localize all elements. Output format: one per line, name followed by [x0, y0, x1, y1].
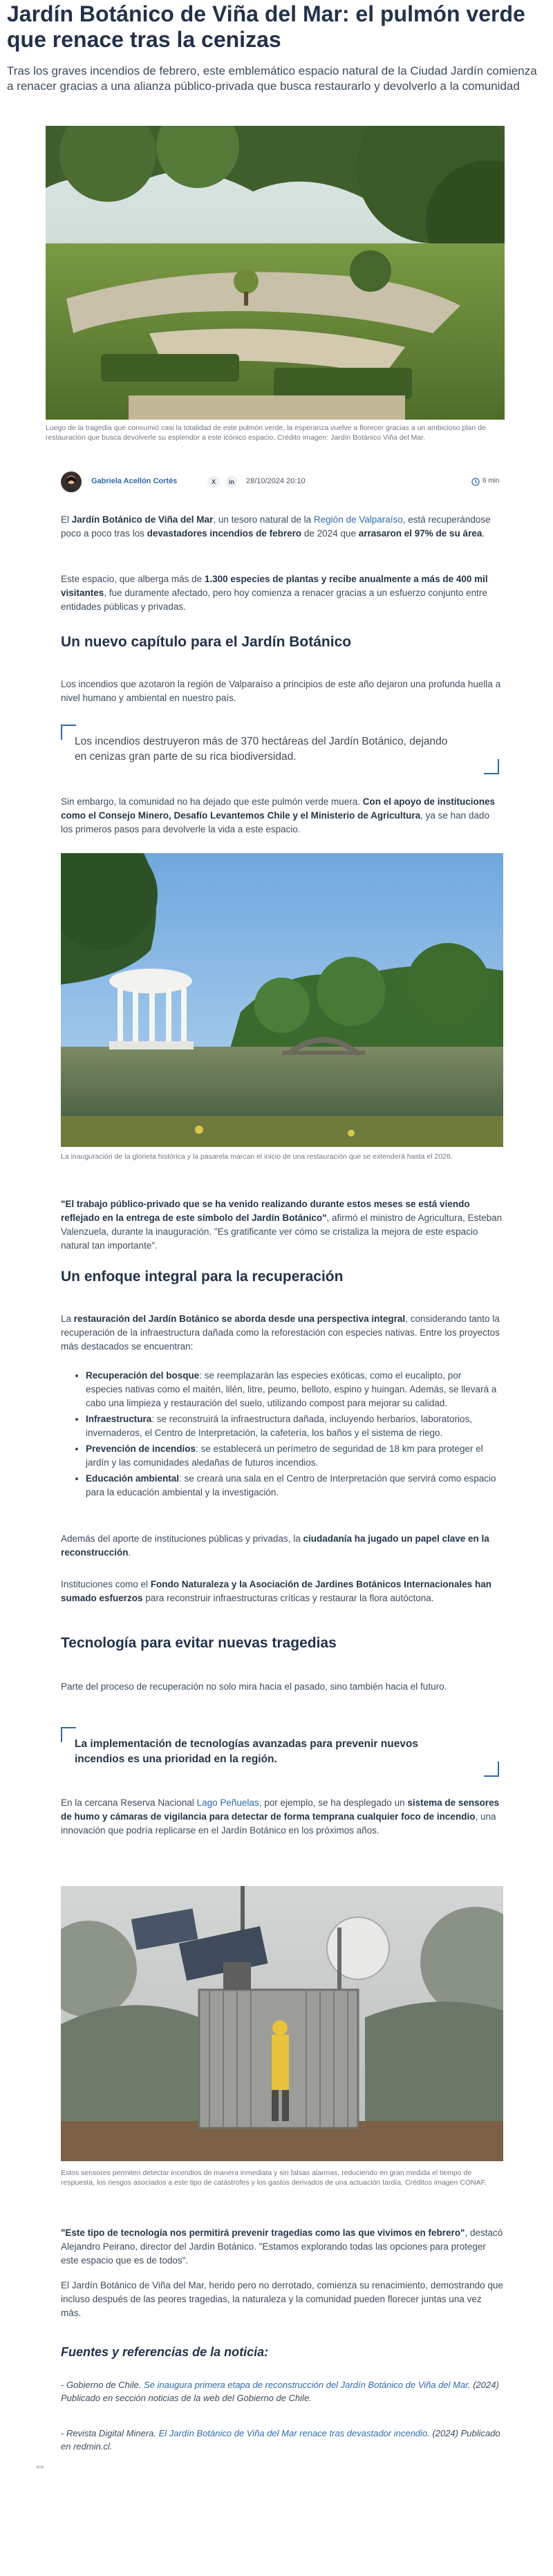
x-icon[interactable]: X	[207, 476, 220, 488]
byline	[61, 470, 503, 494]
quote-bracket-left	[61, 1727, 76, 1742]
section2-paragraph-2: Además del aporte de instituciones públicas y privadas, la ciudadanía ha jugado un papel clave en la reconstrucción.	[61, 1533, 489, 1558]
glorieta-photo-caption: La inauguración de la glorieta histórica y la pasarela marcan el inicio de una restauración que se extenderá hasta el 2026.	[61, 1152, 453, 1161]
section3-paragraph-4: El Jardín Botánico de Viña del Mar, herido pero no derrotado, comienza su renacimiento, demostrando que incluso después de las peores tragedias, la naturaleza y la comunidad pueden florecer juntas una vez más.	[61, 2280, 503, 2318]
clock-icon	[471, 477, 480, 485]
restoration-project-list	[73, 1369, 500, 1502]
section1-paragraph-1: Los incendios que azotaron la región de Valparaíso a principios de este año dejaron una profunda huella a nivel humano y ambiental en nuestro país.	[61, 679, 501, 703]
section1-paragraph-3: "El trabajo público-privado que se ha venido realizando durante estos meses se está viendo reflejado en la entrega de este símbolo del Jardín Botánico", afirmó el ministro de Agricultura, Esteban Valenzuela, durante la inauguración. "Es gratificante ver cómo se cristaliza la mejora de este espacio natural tan importante".	[61, 1199, 503, 1251]
intro-paragraph-2: Este espacio, que alberga más de 1.300 especies de plantas y recibe anualmente a más de 400 mil visitantes, fue duramente afectado, pero hoy comienza a renacer gracias a un esfuerzo conjunto entre entidades públicas y privadas.	[61, 574, 488, 612]
glorieta-photo	[61, 853, 503, 1147]
list-item: • Infraestructura: se reconstruirá la infraestructura dañada, incluyendo herbarios, laboratorios, invernaderos, el Centro de Interpretación, la cafetería, los baños y el sistema de riego.	[86, 1412, 500, 1440]
sensor-photo-caption: Estos sensores permiten detectar incendios de manera inmediata y sin falsas alarmas, reduciendo en gran medida el tiempo de respuesta, los riesgos asociados a este tipo de catástrofes y los gastos derivados de una actuación tardía. Créditos imagen CONAF.	[61, 2169, 487, 2187]
section2-paragraph-1: La restauración del Jardín Botánico se aborda desde una perspectiva integral, considerando tanto la recuperación de la infraestructura dañada como la reforestación con especies nativas. Entre los proyectos más destacados se encuentran:	[61, 1314, 500, 1352]
article-title: Jardín Botánico de Viña del Mar: el pulmón verde que renace tras la cenizas	[7, 1, 525, 52]
intro-paragraph-1: El Jardín Botánico de Viña del Mar, un tesoro natural de la Región de Valparaíso, está recuperándose poco a poco tras los devastadores incendios de febrero de 2024 que arrasaron el 97% de su área.	[61, 514, 491, 539]
section1-paragraph-2: Sin embargo, la comunidad no ha dejado que este pulmón verde muera. Con el apoyo de instituciones como el Consejo Minero, Desafío Levantemos Chile y el Ministerio de Agricultura, ya se han dado los primeros pasos para devolverle la vida a este espacio.	[61, 796, 496, 834]
section-heading-enfoque-integral: Un enfoque integral para la recuperación	[61, 1269, 344, 1285]
article-lead: Tras los graves incendios de febrero, este emblemático espacio natural de la Ciudad Jardín comienza a renacer gracias a una alianza público-privada que busca restaurarlo y devolverlo a la comunidad	[7, 64, 537, 93]
section-heading-tecnologia: Tecnología para evitar nuevas tragedias	[61, 1635, 337, 1651]
section3-paragraph-2: En la cercana Reserva Nacional Lago Peñuelas, por ejemplo, se ha desplegado un sistema de sensores de humo y cámaras de vigilancia para detectar de forma temprana cualquier foco de incendio, una innovación que podría replicarse en el Jardín Botánico en los próximos años.	[61, 1798, 500, 1836]
author-avatar[interactable]	[61, 472, 82, 492]
hero-caption: Luego de la tragedia que consumió casi la totalidad de este pulmón verde, la esperanza vuelve a florecer gracias a un ambicioso plan de restauración que busca devolverle su esplendor a este icónico espacio. Crédito imagen: Jardín Botánico Viña del Mar.	[46, 424, 486, 442]
link-lago-penuelas[interactable]: Lago Peñuelas	[196, 1798, 259, 1808]
section-heading-nuevo-capitulo: Un nuevo capítulo para el Jardín Botánico	[61, 634, 352, 650]
link-source-revista[interactable]: El Jardín Botánico de Viña del Mar renace tras devastador incendio	[158, 2428, 428, 2438]
section2-paragraph-3: Instituciones como el Fondo Naturaleza y la Asociación de Jardines Botánicos Internacionales han sumado esfuerzos para reconstruir infraestructuras críticas y restaurar la flora autóctona.	[61, 1579, 491, 1603]
list-item: • Educación ambiental: se creará una sala en el Centro de Interpretación que servirá como espacio para la educación ambiental y la investigación.	[86, 1472, 500, 1500]
section3-paragraph-1: Parte del proceso de recuperación no solo mira hacia el pasado, sino también hacia el futuro.	[61, 1681, 447, 1692]
publish-date: 28/10/2024 20:10	[246, 477, 306, 485]
pull-quote-2: La implementación de tecnologías avanzadas para prevenir nuevos incendios es una prioridad en la región.	[75, 1738, 419, 1765]
link-region-valparaiso[interactable]: Región de Valparaíso	[313, 514, 403, 525]
end-mark: ==	[36, 2464, 44, 2472]
sensor-photo	[61, 1886, 503, 2161]
author-name[interactable]: Gabriela Acellón Cortés	[91, 477, 178, 485]
quote-bracket-right	[484, 1762, 499, 1777]
source-item-2: - Revista Digital Minera. El Jardín Botánico de Viña del Mar renace tras devastador incendio. (2024) Publicado en redmin.cl.	[61, 2428, 500, 2452]
pull-quote-1: Los incendios destruyeron más de 370 hectáreas del Jardín Botánico, dejando en cenizas gran parte de su rica biodiversidad.	[75, 736, 448, 763]
link-source-gobierno[interactable]: Se inaugura primera etapa de reconstrucción del Jardín Botánico de Viña del Mar	[143, 2380, 468, 2390]
section3-paragraph-3: "Este tipo de tecnología nos permitirá prevenir tragedias como las que vivimos en febrero", destacó Alejandro Peirano, director del Jardín Botánico. "Estamos explorando todas las opciones para proteger este espacio que es de todos".	[61, 2228, 503, 2266]
quote-bracket-left	[61, 725, 76, 740]
read-time: 6 min	[482, 477, 500, 485]
list-item: • Prevención de incendios: se establecerá un perímetro de seguridad de 18 km para proteger el jardín y las comunidades aledañas de futuros incendios.	[86, 1442, 500, 1470]
list-item: • Recuperación del bosque: se reemplazarán las especies exóticas, como el eucalipto, por especies nativas como el maitén, lilén, litre, peumo, belloto, espino y huingan. Además, se llevará a cabo una limpieza y restauración del suelo, utilizando compost para mejorar su calidad.	[86, 1369, 500, 1410]
linkedin-icon[interactable]: in	[225, 476, 238, 488]
sources-heading: Fuentes y referencias de la noticia:	[61, 2345, 269, 2359]
source-item-1: - Gobierno de Chile. Se inaugura primera etapa de reconstrucción del Jardín Botánico de Viña del Mar. (2024) Publicado en sección noticias de la web del Gobierno de Chile.	[61, 2380, 499, 2403]
hero-image	[46, 126, 505, 420]
quote-bracket-right	[484, 759, 499, 774]
